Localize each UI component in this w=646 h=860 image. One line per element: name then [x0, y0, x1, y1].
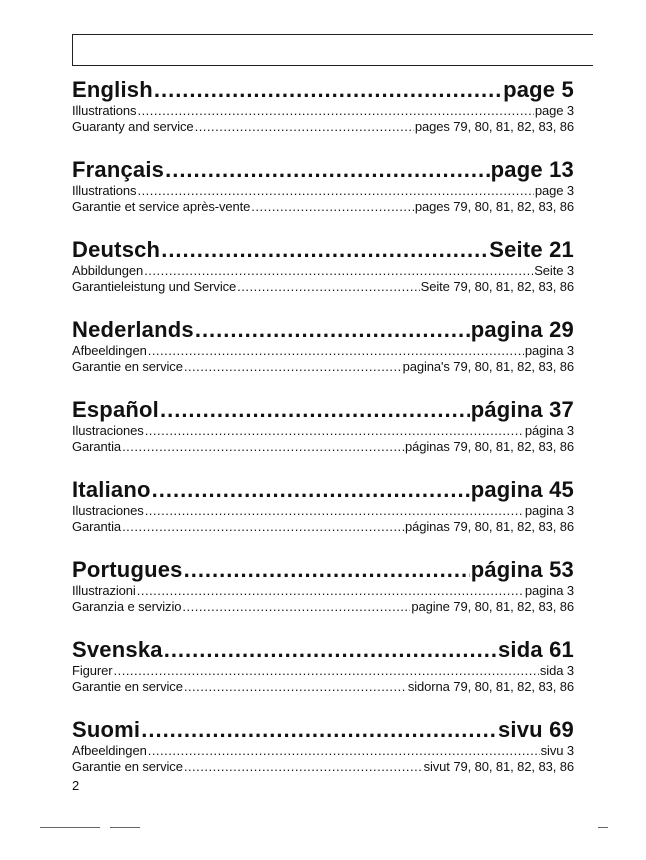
entry-label: Garantieleistung und Service — [72, 279, 237, 294]
entry-page: sivu 3 — [540, 743, 574, 758]
language-page: sida 61 — [497, 637, 574, 662]
language-page: pagina 29 — [470, 317, 574, 342]
language-page: page 13 — [490, 157, 574, 182]
dot-leader — [144, 263, 533, 279]
entry-label: Figurer — [72, 663, 113, 678]
toc-language-heading[interactable] — [72, 76, 574, 103]
entry-page: page 3 — [534, 183, 574, 198]
page-number: 2 — [72, 778, 80, 793]
entry-label: Ilustraciones — [72, 503, 144, 518]
entry-label: Abbildungen — [72, 263, 144, 278]
entry-page: sidorna 79, 80, 81, 82, 83, 86 — [407, 679, 574, 694]
language-name: Italiano — [72, 477, 151, 502]
header-frame — [72, 34, 593, 66]
entry-page: sida 3 — [539, 663, 574, 678]
entry-page: pagine 79, 80, 81, 82, 83, 86 — [411, 599, 574, 614]
entry-page: pagina 3 — [524, 343, 574, 358]
entry-label: Afbeeldingen — [72, 343, 147, 358]
entry-label: Illustrations — [72, 183, 137, 198]
entry-page: pages 79, 80, 81, 82, 83, 86 — [414, 199, 574, 214]
language-page: sivu 69 — [497, 717, 574, 742]
entry-label: Ilustraciones — [72, 423, 144, 438]
language-name: Suomi — [72, 717, 141, 742]
toc-entry[interactable] — [72, 279, 574, 295]
dot-leader — [161, 236, 488, 263]
toc-entry[interactable] — [72, 359, 574, 375]
toc-section-espanol — [72, 396, 574, 476]
language-name: Español — [72, 397, 159, 422]
entry-page: pagina 3 — [524, 503, 574, 518]
toc-section-deutsch — [72, 236, 574, 316]
scan-artifact — [598, 827, 608, 828]
dot-leader — [182, 599, 410, 615]
toc-language-heading[interactable] — [72, 316, 574, 343]
entry-label: Afbeeldingen — [72, 743, 147, 758]
dot-leader — [184, 679, 407, 695]
entry-page: pagina's 79, 80, 81, 82, 83, 86 — [402, 359, 574, 374]
entry-label: Illustrazioni — [72, 583, 136, 598]
toc-language-heading[interactable] — [72, 476, 574, 503]
language-name: Portugues — [72, 557, 183, 582]
dot-leader — [122, 519, 404, 535]
toc-entry[interactable] — [72, 103, 574, 119]
dot-leader — [195, 316, 470, 343]
entry-label: Garantie en service — [72, 679, 183, 694]
toc-language-heading[interactable] — [72, 156, 574, 183]
scan-artifact — [110, 827, 140, 828]
dot-leader — [164, 636, 497, 663]
dot-leader — [184, 556, 470, 583]
language-page: page 5 — [503, 77, 574, 102]
entry-page: page 3 — [534, 103, 574, 118]
toc-entry[interactable] — [72, 439, 574, 455]
toc-language-heading[interactable] — [72, 396, 574, 423]
entry-label: Garantie en service — [72, 359, 183, 374]
dot-leader — [251, 199, 414, 215]
language-page: página 53 — [470, 557, 574, 582]
language-name: English — [72, 77, 153, 102]
dot-leader — [195, 119, 414, 135]
dot-leader — [184, 359, 402, 375]
toc-entry[interactable] — [72, 679, 574, 695]
toc-language-heading[interactable] — [72, 556, 574, 583]
toc-section-portugues — [72, 556, 574, 636]
language-page: Seite 21 — [489, 237, 574, 262]
entry-label: Garanzia e servizio — [72, 599, 182, 614]
toc-language-heading[interactable] — [72, 636, 574, 663]
language-name: Français — [72, 157, 165, 182]
entry-label: Illustrations — [72, 103, 137, 118]
entry-label: Garantie en service — [72, 759, 183, 774]
toc-section-nederlands — [72, 316, 574, 396]
toc-section-english — [72, 76, 574, 156]
toc-entry[interactable] — [72, 343, 574, 359]
toc-section-francais — [72, 156, 574, 236]
toc-entry[interactable] — [72, 423, 574, 439]
entry-page: páginas 79, 80, 81, 82, 83, 86 — [404, 519, 574, 534]
dot-leader — [137, 583, 524, 599]
language-page: página 37 — [470, 397, 574, 422]
dot-leader — [148, 343, 524, 359]
entry-label: Garantia — [72, 519, 122, 534]
entry-page: página 3 — [524, 423, 574, 438]
dot-leader — [145, 503, 524, 519]
toc-entry[interactable] — [72, 519, 574, 535]
dot-leader — [152, 476, 470, 503]
entry-label: Garantia — [72, 439, 122, 454]
language-page: pagina 45 — [470, 477, 574, 502]
toc-entry[interactable] — [72, 663, 574, 679]
dot-leader — [122, 439, 404, 455]
toc-entry[interactable] — [72, 599, 574, 615]
toc-language-heading[interactable] — [72, 236, 574, 263]
dot-leader — [154, 76, 502, 103]
dot-leader — [145, 423, 524, 439]
entry-page: pagina 3 — [524, 583, 574, 598]
toc-section-italiano — [72, 476, 574, 556]
toc-entry[interactable] — [72, 759, 574, 775]
dot-leader — [165, 156, 490, 183]
language-name: Deutsch — [72, 237, 161, 262]
toc-entry[interactable] — [72, 263, 574, 279]
toc-language-heading[interactable] — [72, 716, 574, 743]
language-name: Svenska — [72, 637, 163, 662]
toc-entry[interactable] — [72, 583, 574, 599]
dot-leader — [137, 103, 533, 119]
scan-artifact — [40, 827, 100, 828]
dot-leader — [160, 396, 470, 423]
toc-entry[interactable] — [72, 199, 574, 215]
toc-entry[interactable] — [72, 183, 574, 199]
entry-label: Garantie et service après-vente — [72, 199, 251, 214]
dot-leader — [237, 279, 420, 295]
entry-page: pages 79, 80, 81, 82, 83, 86 — [414, 119, 574, 134]
entry-page: páginas 79, 80, 81, 82, 83, 86 — [404, 439, 574, 454]
dot-leader — [113, 663, 538, 679]
entry-label: Guaranty and service — [72, 119, 194, 134]
entry-page: Seite 79, 80, 81, 82, 83, 86 — [420, 279, 574, 294]
dot-leader — [184, 759, 423, 775]
dot-leader — [137, 183, 533, 199]
dot-leader — [148, 743, 540, 759]
toc-section-suomi — [72, 716, 574, 796]
entry-page: Seite 3 — [534, 263, 574, 278]
entry-page: sivut 79, 80, 81, 82, 83, 86 — [423, 759, 574, 774]
table-of-contents — [72, 76, 574, 796]
toc-entry[interactable] — [72, 743, 574, 759]
language-name: Nederlands — [72, 317, 194, 342]
dot-leader — [141, 716, 497, 743]
toc-section-svenska — [72, 636, 574, 716]
toc-entry[interactable] — [72, 503, 574, 519]
toc-entry[interactable] — [72, 119, 574, 135]
